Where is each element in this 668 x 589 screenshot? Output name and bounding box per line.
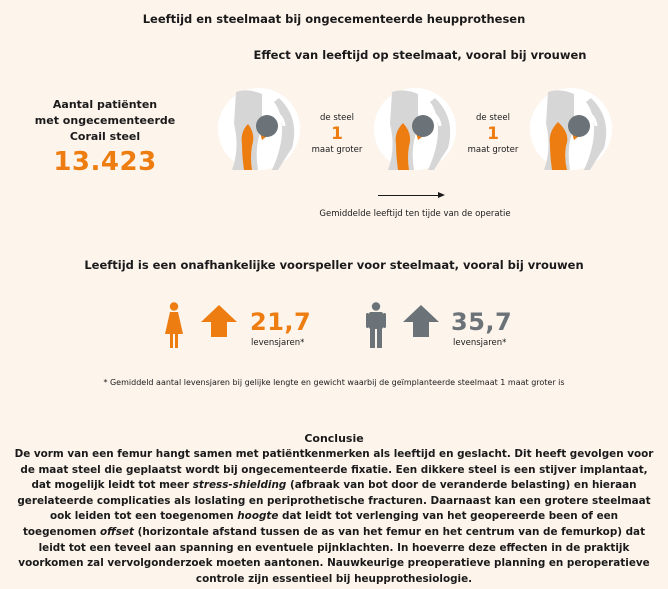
conclusion-text-1: De vorm van een femur hangt samen met patiëntkenmerken als leeftijd en geslacht. Dit heeft gevolgen voor de maat steel die geplaatst wordt bij ongecementeerde fixatie. Een dikkere steel is een stijver implantaat, dat mogelijk leidt tot meer bbox=[14, 448, 654, 492]
patient-count-label-line3: Corail steel bbox=[69, 130, 141, 143]
steel-step-2-line1: de steel bbox=[476, 113, 510, 123]
steel-step-1-line3: maat groter bbox=[311, 145, 363, 155]
patient-count-label bbox=[30, 97, 180, 145]
age-axis-caption: Gemiddelde leeftijd ten tijde van de operatie bbox=[319, 209, 511, 219]
conclusion-title: Conclusie bbox=[304, 432, 364, 445]
conclusion-text-3: dat leidt tot verlenging van het geopereerde been of een toegenomen bbox=[22, 510, 619, 538]
male-years-unit: levensjaren* bbox=[453, 338, 507, 348]
female-years-value: 21,7 bbox=[250, 308, 312, 336]
footnote: * Gemiddeld aantal levensjaren bij gelijke lengte en gewicht waarbij de geïmplanteerde steelmaat 1 maat groter is bbox=[103, 378, 565, 387]
steel-size-step-1 bbox=[307, 112, 367, 156]
up-arrow-icon bbox=[403, 305, 439, 337]
predictor-heading: Leeftijd is een onafhankelijke voorspeller voor steelmaat, vooral bij vrouwen bbox=[84, 258, 584, 272]
male-years-value: 35,7 bbox=[451, 308, 513, 336]
patient-count-label-line1: Aantal patiënten bbox=[52, 98, 158, 111]
female-person-icon bbox=[164, 302, 184, 348]
steel-step-1-line1: de steel bbox=[320, 113, 354, 123]
conclusion-text-4: (horizontale afstand tussen de as van het femur en het centrum van de femurkop) dat leidt tot een teveel aan spanning en eventuele pijnklachten. In hoeverre deze effecten in de praktijk voorkomen zal vervolgonderzoek moeten aantonen. Nauwkeurige preoperatieve planning en peroperatieve controle zijn essentieel bij heupprothesiologie. bbox=[18, 525, 650, 585]
up-arrow-icon bbox=[201, 305, 237, 337]
steel-step-2-number: 1 bbox=[487, 124, 499, 144]
hip-prosthesis-icon bbox=[374, 88, 456, 170]
patient-count-label-line2: met ongecementeerde bbox=[34, 114, 176, 127]
right-arrow-icon bbox=[438, 192, 445, 198]
conclusion-text-2: (afbraak van bot door de veranderde belasting) en hieraan gerelateerde complicaties als loslating en periprothetische fracturen. Daarnaast kan een grotere steelmaat ook leiden tot een toegenomen bbox=[17, 479, 651, 523]
conclusion-emphasis-1: stress-shielding bbox=[192, 479, 287, 492]
conclusion-emphasis-3: offset bbox=[100, 525, 134, 538]
conclusion-emphasis-2: hoogte bbox=[237, 510, 279, 523]
effect-subtitle: Effect van leeftijd op steelmaat, vooral bij vrouwen bbox=[253, 48, 587, 62]
hip-prosthesis-icon bbox=[530, 88, 612, 170]
male-person-icon bbox=[366, 302, 386, 348]
conclusion-body bbox=[14, 447, 654, 587]
hip-prosthesis-icon bbox=[218, 88, 300, 170]
page-title: Leeftijd en steelmaat bij ongecementeerde heupprothesen bbox=[142, 12, 526, 26]
steel-size-step-2 bbox=[463, 112, 523, 156]
steel-step-2-line3: maat groter bbox=[467, 145, 519, 155]
female-years-unit: levensjaren* bbox=[251, 338, 305, 348]
patient-count-value: 13.423 bbox=[53, 147, 157, 177]
age-arrow-line bbox=[378, 195, 440, 196]
steel-step-1-number: 1 bbox=[331, 124, 343, 144]
